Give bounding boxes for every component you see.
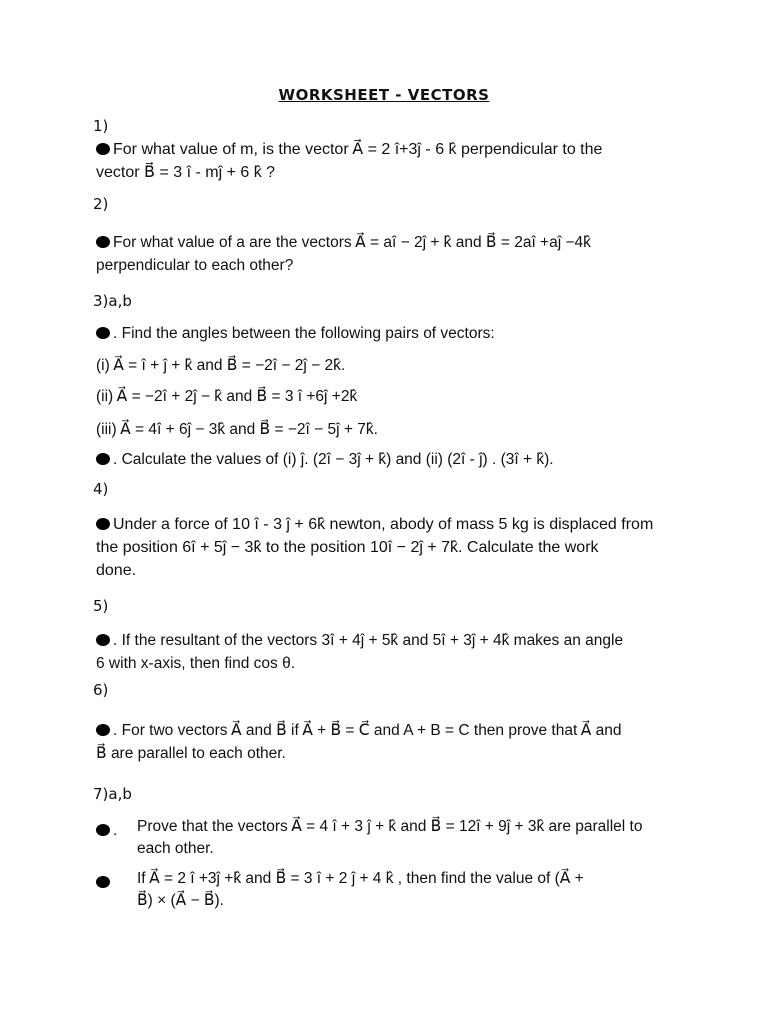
question-number-3: 3)a,b [93, 292, 132, 310]
question-4 [96, 513, 676, 582]
question-5 [96, 629, 676, 675]
question-1-line-2: vector B⃗ = 3 î - mĵ + 6 k̂ ? [96, 164, 276, 181]
bullet-icon [96, 518, 110, 530]
question-7b-line-1: If A⃗ = 2 î +3ĵ +k̂ and B⃗ = 3 î + 2 ĵ + 4 k̂ , then find the value of (A⃗ + [137, 870, 584, 887]
question-7a-line-1: Prove that the vectors A⃗ = 4 î + 3 ĵ + k̂ and B⃗ = 12î + 9ĵ + 3k̂ are parallel to [137, 818, 643, 835]
bullet-icon [96, 143, 110, 155]
question-6 [96, 719, 676, 765]
question-number-4: 4) [93, 480, 109, 498]
question-3a-intro: . Find the angles between the following pairs of vectors: [96, 322, 676, 345]
question-7a: . Prove that the vectors A⃗ = 4 î + 3 ĵ + k̂ and B⃗ = 12î + 9ĵ + 3k̂ are parallel to each other. [96, 816, 676, 862]
question-2 [96, 231, 676, 277]
question-1-line-1: For what value of m, is the vector A⃗ = 2 î+3ĵ - 6 k̂ perpendicular to the [113, 141, 603, 158]
bullet-icon [96, 724, 110, 736]
question-7b-line-2: B⃗) × (A⃗ − B⃗). [137, 892, 224, 909]
question-number-6: 6) [93, 681, 109, 699]
bullet-icon [96, 824, 110, 836]
question-1 [96, 138, 676, 184]
question-3a-i: (i) A⃗ = î + ĵ + k̂ and B⃗ = −2î − 2ĵ − 2k̂. [96, 357, 346, 374]
question-number-5: 5) [93, 597, 109, 615]
bullet-icon [96, 634, 110, 646]
bullet-icon [96, 327, 110, 339]
question-6-line-2: B⃗ are parallel to each other. [96, 745, 286, 762]
question-2-line-2: perpendicular to each other? [96, 257, 294, 274]
question-3a-iii: (iii) A⃗ = 4î + 6ĵ − 3k̂ and B⃗ = −2î − 5ĵ + 7k̂. [96, 421, 378, 438]
question-3a-ii: (ii) A⃗ = −2î + 2ĵ − k̂ and B⃗ = 3 î +6ĵ +2k̂ [96, 388, 358, 405]
question-4-line-2: the position 6î + 5ĵ − 3k̂ to the position 10î − 2ĵ + 7k̂. Calculate the work [96, 539, 599, 556]
question-number-1: 1) [93, 117, 109, 135]
bullet-icon [96, 876, 110, 888]
question-4-line-1: Under a force of 10 î - 3 ĵ + 6k̂ newton, abody of mass 5 kg is displaced from [113, 516, 654, 533]
question-7b [96, 868, 676, 914]
question-number-7: 7)a,b [93, 785, 132, 803]
question-3b: . Calculate the values of (i) ĵ. (2î − 3ĵ + k̂) and (ii) (2î - ĵ) . (3î + k̂). [96, 448, 676, 471]
question-6-line-1: . For two vectors A⃗ and B⃗ if A⃗ + B⃗ = C⃗ and A + B = C then prove that A⃗ and [113, 722, 622, 739]
question-2-line-1: For what value of a are the vectors A⃗ = aî − 2ĵ + k̂ and B⃗ = 2aî +aĵ −4k̂ [113, 234, 591, 251]
bullet-icon [96, 236, 110, 248]
question-number-2: 2) [93, 195, 109, 213]
page-title: WORKSHEET - VECTORS [278, 86, 490, 104]
question-7a-line-2: each other. [137, 840, 214, 857]
question-4-line-3: done. [96, 562, 137, 579]
question-5-line-2: 6 with x-axis, then find cos θ. [96, 655, 296, 672]
question-5-line-1: . If the resultant of the vectors 3î + 4ĵ + 5k̂ and 5î + 3ĵ + 4k̂ makes an angle [113, 632, 624, 649]
bullet-icon [96, 453, 110, 465]
